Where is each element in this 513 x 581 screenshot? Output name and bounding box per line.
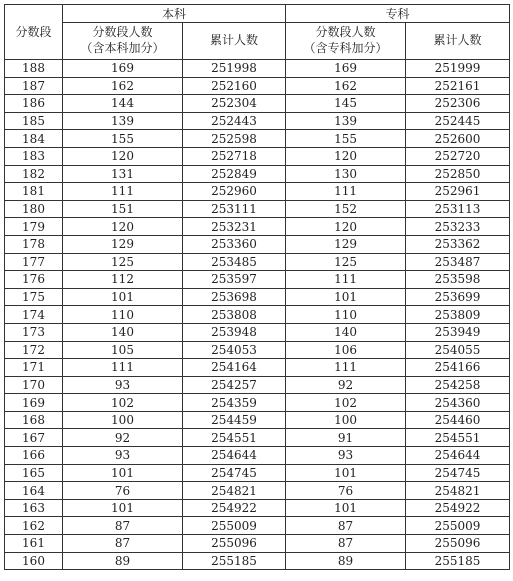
cell-benke-cumulative: 254359	[183, 394, 286, 412]
cell-benke-cumulative: 255096	[183, 535, 286, 553]
table-row	[5, 95, 510, 113]
cell-score: 188	[5, 60, 63, 78]
cell-benke-count: 125	[63, 253, 183, 271]
cell-score: 174	[5, 306, 63, 324]
cell-zhuanke-cumulative: 253487	[406, 253, 510, 271]
cell-benke-count: 112	[63, 271, 183, 289]
cell-zhuanke-cumulative: 253362	[406, 235, 510, 253]
table-row	[5, 535, 510, 553]
cell-zhuanke-cumulative: 254055	[406, 341, 510, 359]
cell-benke-cumulative: 254551	[183, 429, 286, 447]
table-row	[5, 288, 510, 306]
cell-benke-cumulative: 254164	[183, 359, 286, 377]
table-row	[5, 323, 510, 341]
cell-score: 187	[5, 77, 63, 95]
score-distribution-table	[4, 4, 510, 570]
table-row	[5, 376, 510, 394]
cell-benke-count: 155	[63, 130, 183, 148]
cell-score: 167	[5, 429, 63, 447]
cell-zhuanke-count: 129	[286, 235, 406, 253]
header-benke-cumulative: 累计人数	[183, 23, 286, 60]
cell-zhuanke-cumulative: 254166	[406, 359, 510, 377]
cell-zhuanke-cumulative: 252961	[406, 183, 510, 201]
cell-score: 183	[5, 147, 63, 165]
cell-zhuanke-count: 106	[286, 341, 406, 359]
cell-zhuanke-cumulative: 254821	[406, 482, 510, 500]
cell-benke-cumulative: 254745	[183, 464, 286, 482]
cell-benke-cumulative: 251998	[183, 60, 286, 78]
cell-benke-cumulative: 254922	[183, 499, 286, 517]
cell-score: 186	[5, 95, 63, 113]
cell-zhuanke-count: 101	[286, 464, 406, 482]
cell-benke-count: 111	[63, 183, 183, 201]
cell-score: 173	[5, 323, 63, 341]
cell-benke-count: 93	[63, 376, 183, 394]
cell-zhuanke-cumulative: 252600	[406, 130, 510, 148]
cell-zhuanke-cumulative: 253809	[406, 306, 510, 324]
cell-zhuanke-count: 125	[286, 253, 406, 271]
cell-score: 168	[5, 411, 63, 429]
table-row	[5, 165, 510, 183]
header-benke-count-line2: （含本科加分）	[80, 41, 165, 55]
cell-score: 172	[5, 341, 63, 359]
cell-zhuanke-count: 76	[286, 482, 406, 500]
cell-benke-count: 140	[63, 323, 183, 341]
cell-benke-count: 87	[63, 517, 183, 535]
cell-zhuanke-cumulative: 252445	[406, 112, 510, 130]
table-row	[5, 147, 510, 165]
cell-benke-count: 101	[63, 464, 183, 482]
header-row-sub	[5, 23, 510, 60]
table-row	[5, 482, 510, 500]
cell-zhuanke-count: 130	[286, 165, 406, 183]
cell-score: 184	[5, 130, 63, 148]
cell-score: 169	[5, 394, 63, 412]
table-row	[5, 429, 510, 447]
cell-benke-count: 139	[63, 112, 183, 130]
cell-score: 162	[5, 517, 63, 535]
cell-zhuanke-cumulative: 255009	[406, 517, 510, 535]
cell-benke-count: 162	[63, 77, 183, 95]
cell-score: 185	[5, 112, 63, 130]
cell-zhuanke-cumulative: 251999	[406, 60, 510, 78]
cell-benke-count: 111	[63, 359, 183, 377]
header-benke: 本科	[63, 5, 286, 23]
cell-zhuanke-count: 111	[286, 271, 406, 289]
cell-score: 181	[5, 183, 63, 201]
cell-score: 177	[5, 253, 63, 271]
cell-benke-cumulative: 252598	[183, 130, 286, 148]
cell-benke-cumulative: 253698	[183, 288, 286, 306]
cell-benke-count: 131	[63, 165, 183, 183]
cell-zhuanke-count: 102	[286, 394, 406, 412]
cell-zhuanke-count: 87	[286, 535, 406, 553]
cell-zhuanke-cumulative: 252161	[406, 77, 510, 95]
cell-benke-cumulative: 255009	[183, 517, 286, 535]
header-zhuanke-count	[286, 23, 406, 60]
cell-zhuanke-count: 92	[286, 376, 406, 394]
cell-benke-count: 101	[63, 499, 183, 517]
cell-benke-count: 110	[63, 306, 183, 324]
table-row	[5, 306, 510, 324]
cell-benke-cumulative: 254821	[183, 482, 286, 500]
cell-score: 182	[5, 165, 63, 183]
cell-zhuanke-count: 162	[286, 77, 406, 95]
cell-score: 165	[5, 464, 63, 482]
cell-benke-count: 92	[63, 429, 183, 447]
cell-benke-count: 144	[63, 95, 183, 113]
table-row	[5, 253, 510, 271]
cell-zhuanke-count: 111	[286, 183, 406, 201]
cell-zhuanke-count: 91	[286, 429, 406, 447]
cell-benke-count: 129	[63, 235, 183, 253]
cell-zhuanke-cumulative: 254922	[406, 499, 510, 517]
cell-zhuanke-count: 145	[286, 95, 406, 113]
cell-benke-cumulative: 253948	[183, 323, 286, 341]
cell-zhuanke-count: 101	[286, 288, 406, 306]
cell-benke-cumulative: 255185	[183, 552, 286, 570]
cell-benke-cumulative: 254644	[183, 447, 286, 465]
cell-benke-count: 93	[63, 447, 183, 465]
header-zhuanke: 专科	[286, 5, 510, 23]
table-row	[5, 200, 510, 218]
table-row	[5, 77, 510, 95]
cell-zhuanke-cumulative: 253113	[406, 200, 510, 218]
table-row	[5, 517, 510, 535]
header-row-top	[5, 5, 510, 23]
cell-benke-count: 100	[63, 411, 183, 429]
cell-benke-count: 105	[63, 341, 183, 359]
table-row	[5, 359, 510, 377]
cell-zhuanke-cumulative: 254551	[406, 429, 510, 447]
cell-benke-cumulative: 253597	[183, 271, 286, 289]
cell-zhuanke-cumulative: 255185	[406, 552, 510, 570]
header-segment: 分数段	[5, 5, 63, 60]
header-zhuanke-count-line2: （含专科加分）	[303, 41, 388, 55]
cell-zhuanke-cumulative: 254258	[406, 376, 510, 394]
cell-zhuanke-cumulative: 254644	[406, 447, 510, 465]
cell-benke-cumulative: 252718	[183, 147, 286, 165]
cell-score: 176	[5, 271, 63, 289]
cell-zhuanke-count: 110	[286, 306, 406, 324]
table-row	[5, 394, 510, 412]
header-benke-count	[63, 23, 183, 60]
cell-benke-count: 76	[63, 482, 183, 500]
cell-zhuanke-count: 87	[286, 517, 406, 535]
cell-benke-cumulative: 253808	[183, 306, 286, 324]
cell-zhuanke-cumulative: 253949	[406, 323, 510, 341]
cell-zhuanke-count: 152	[286, 200, 406, 218]
cell-benke-count: 89	[63, 552, 183, 570]
cell-score: 171	[5, 359, 63, 377]
cell-benke-cumulative: 252443	[183, 112, 286, 130]
cell-score: 163	[5, 499, 63, 517]
cell-zhuanke-cumulative: 254360	[406, 394, 510, 412]
cell-zhuanke-cumulative: 252850	[406, 165, 510, 183]
cell-zhuanke-count: 155	[286, 130, 406, 148]
cell-zhuanke-count: 111	[286, 359, 406, 377]
cell-score: 180	[5, 200, 63, 218]
cell-benke-count: 169	[63, 60, 183, 78]
cell-benke-cumulative: 253360	[183, 235, 286, 253]
cell-benke-cumulative: 252849	[183, 165, 286, 183]
cell-benke-cumulative: 254257	[183, 376, 286, 394]
cell-benke-count: 120	[63, 218, 183, 236]
table-row	[5, 112, 510, 130]
header-zhuanke-cumulative: 累计人数	[406, 23, 510, 60]
table-row	[5, 341, 510, 359]
table-row	[5, 464, 510, 482]
cell-benke-cumulative: 253485	[183, 253, 286, 271]
table-row	[5, 499, 510, 517]
table-row	[5, 183, 510, 201]
cell-benke-cumulative: 253231	[183, 218, 286, 236]
cell-zhuanke-count: 169	[286, 60, 406, 78]
cell-benke-count: 87	[63, 535, 183, 553]
score-table-container	[4, 4, 510, 570]
cell-zhuanke-count: 100	[286, 411, 406, 429]
cell-score: 164	[5, 482, 63, 500]
cell-benke-count: 102	[63, 394, 183, 412]
cell-zhuanke-cumulative: 253699	[406, 288, 510, 306]
cell-zhuanke-cumulative: 255096	[406, 535, 510, 553]
cell-zhuanke-count: 89	[286, 552, 406, 570]
table-row	[5, 218, 510, 236]
cell-zhuanke-count: 93	[286, 447, 406, 465]
cell-benke-cumulative: 254459	[183, 411, 286, 429]
table-row	[5, 411, 510, 429]
cell-benke-count: 120	[63, 147, 183, 165]
cell-score: 170	[5, 376, 63, 394]
cell-benke-cumulative: 252304	[183, 95, 286, 113]
cell-zhuanke-cumulative: 253233	[406, 218, 510, 236]
cell-zhuanke-cumulative: 253598	[406, 271, 510, 289]
header-benke-count-line1: 分数段人数	[92, 25, 153, 40]
cell-score: 161	[5, 535, 63, 553]
cell-score: 175	[5, 288, 63, 306]
cell-zhuanke-count: 120	[286, 218, 406, 236]
table-row	[5, 60, 510, 78]
table-body	[5, 60, 510, 570]
cell-score: 178	[5, 235, 63, 253]
cell-score: 166	[5, 447, 63, 465]
cell-benke-cumulative: 253111	[183, 200, 286, 218]
cell-zhuanke-count: 120	[286, 147, 406, 165]
table-row	[5, 447, 510, 465]
cell-score: 160	[5, 552, 63, 570]
cell-zhuanke-count: 139	[286, 112, 406, 130]
cell-benke-count: 151	[63, 200, 183, 218]
cell-zhuanke-count: 101	[286, 499, 406, 517]
table-row	[5, 552, 510, 570]
cell-benke-cumulative: 252960	[183, 183, 286, 201]
cell-zhuanke-cumulative: 254460	[406, 411, 510, 429]
cell-zhuanke-cumulative: 252306	[406, 95, 510, 113]
table-row	[5, 235, 510, 253]
cell-score: 179	[5, 218, 63, 236]
cell-zhuanke-cumulative: 252720	[406, 147, 510, 165]
cell-benke-cumulative: 252160	[183, 77, 286, 95]
cell-zhuanke-count: 140	[286, 323, 406, 341]
cell-benke-count: 101	[63, 288, 183, 306]
header-zhuanke-count-line1: 分数段人数	[315, 25, 376, 40]
table-row	[5, 130, 510, 148]
table-row	[5, 271, 510, 289]
cell-benke-cumulative: 254053	[183, 341, 286, 359]
cell-zhuanke-cumulative: 254745	[406, 464, 510, 482]
